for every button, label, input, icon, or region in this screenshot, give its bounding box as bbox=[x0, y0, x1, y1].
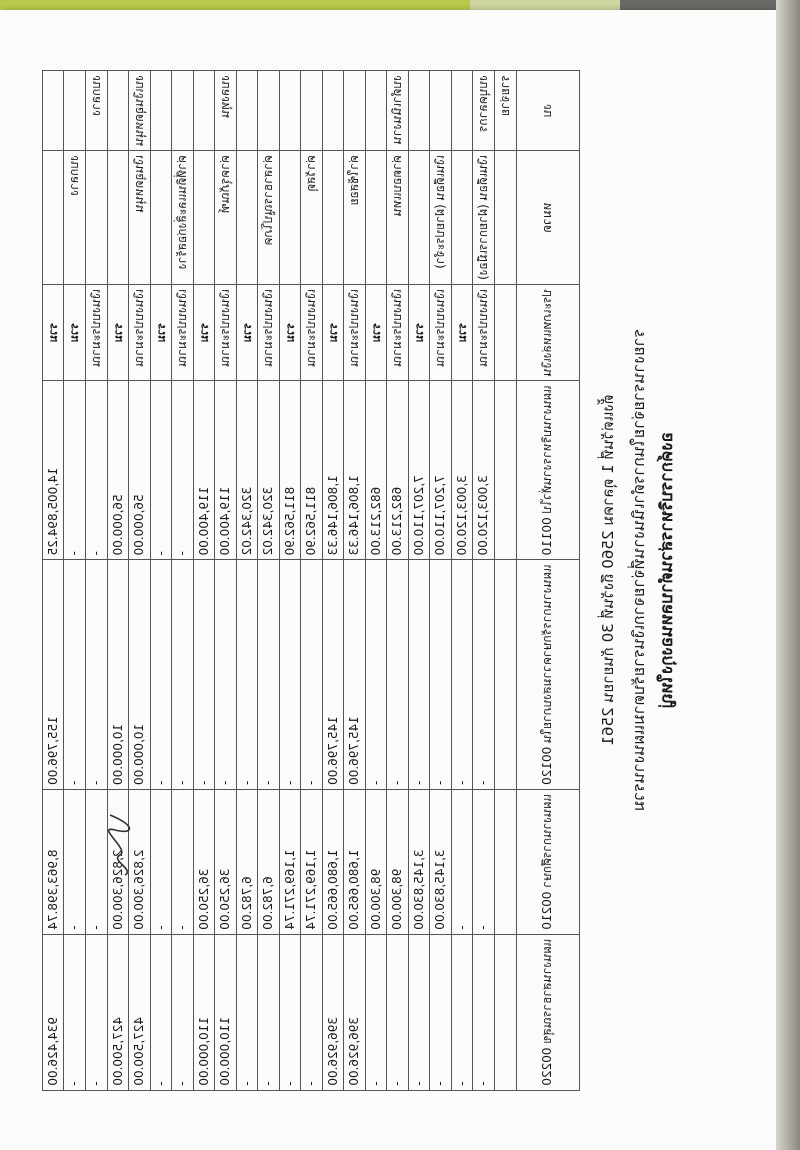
sum-label-cell: รวม bbox=[151, 284, 172, 380]
source-cell: เงินงบประมาณ bbox=[344, 284, 366, 380]
col-header: แผนงานการรักษาความสงบภายใน 00120 bbox=[517, 560, 580, 790]
amount-cell: - bbox=[86, 560, 108, 790]
sum-row bbox=[237, 71, 258, 1091]
report-org: องค์การบริหารส่วนตำบลหนองกุงใหญ่ bbox=[657, 432, 677, 708]
amount-cell: 119,400.00 bbox=[215, 381, 237, 560]
section-label: รายจ่าย bbox=[495, 71, 517, 151]
category-cell bbox=[366, 150, 387, 284]
group-cell bbox=[452, 71, 473, 151]
amount-cell: 56,000.00 bbox=[108, 381, 129, 560]
sum-label-cell: รวม bbox=[366, 284, 387, 380]
category-cell: ค่าวัสดุ bbox=[301, 150, 323, 284]
category-cell bbox=[151, 150, 172, 284]
scan-edge bbox=[776, 0, 800, 1150]
amount-cell: 811,562.90 bbox=[301, 381, 323, 560]
amount-cell: 110,000.00 bbox=[215, 934, 237, 1090]
amount-cell: - bbox=[172, 934, 194, 1090]
amount-cell: - bbox=[258, 560, 280, 790]
rotated-report bbox=[46, 70, 700, 1086]
group-cell bbox=[43, 71, 64, 151]
sum-label-cell: รวม bbox=[452, 284, 473, 380]
amount-cell: - bbox=[64, 789, 86, 934]
group-cell bbox=[366, 71, 387, 151]
source-cell: เงินงบประมาณ bbox=[430, 284, 452, 380]
table-row bbox=[473, 71, 495, 1091]
table-row bbox=[344, 71, 366, 1091]
category-cell: เงินอุดหนุน bbox=[129, 150, 151, 284]
amount-cell: - bbox=[237, 934, 258, 1090]
table-row bbox=[430, 71, 452, 1091]
table-row bbox=[258, 71, 280, 1091]
source-cell: เงินงบประมาณ bbox=[215, 284, 237, 380]
amount-cell: 427,500.00 bbox=[129, 934, 151, 1090]
category-cell bbox=[194, 150, 215, 284]
category-cell bbox=[237, 150, 258, 284]
table-row bbox=[172, 71, 194, 1091]
section-row bbox=[495, 71, 517, 1091]
table-row bbox=[129, 71, 151, 1091]
amount-cell: - bbox=[215, 560, 237, 790]
amount-cell: 119,400.00 bbox=[194, 381, 215, 560]
group-cell: งบเงินอุดหนุน bbox=[129, 71, 151, 151]
amount-cell: - bbox=[151, 381, 172, 560]
amount-cell: 145,796.00 bbox=[344, 560, 366, 790]
source-cell: เงินงบประมาณ bbox=[258, 284, 280, 380]
amount-cell: - bbox=[64, 381, 86, 560]
amount-cell: - bbox=[194, 560, 215, 790]
report-title: รายงานรายจ่ายในการดำเนินงานที่จ่ายจากเงินรายรับตามแผนงานรวม bbox=[629, 328, 648, 812]
source-cell: เงินงบประมาณ bbox=[172, 284, 194, 380]
amount-cell: - bbox=[280, 934, 301, 1090]
sum-label-cell: รวม bbox=[64, 284, 86, 380]
sum-label-cell: รวม bbox=[108, 284, 129, 380]
amount-cell: 1,806,146.33 bbox=[344, 381, 366, 560]
category-cell: งบกลาง bbox=[64, 150, 86, 284]
col-header: งบ bbox=[517, 71, 580, 151]
table-row bbox=[301, 71, 323, 1091]
amount-cell: 1,680,665.00 bbox=[344, 789, 366, 934]
group-cell bbox=[258, 71, 280, 151]
sum-row bbox=[194, 71, 215, 1091]
amount-cell: 1,680,665.00 bbox=[323, 789, 344, 934]
amount-cell: - bbox=[452, 789, 473, 934]
source-cell: เงินงบประมาณ bbox=[129, 284, 151, 380]
source-cell: เงินงบประมาณ bbox=[301, 284, 323, 380]
sum-row bbox=[366, 71, 387, 1091]
amount-cell: - bbox=[409, 560, 430, 790]
category-cell: ค่าตอบแทน bbox=[387, 150, 409, 284]
col-header: หมวด bbox=[517, 150, 580, 284]
amount-cell: 7,207,110.00 bbox=[409, 381, 430, 560]
amount-cell: 934,426.00 bbox=[43, 934, 64, 1090]
category-cell bbox=[86, 150, 108, 284]
source-cell: เงินงบประมาณ bbox=[86, 284, 108, 380]
amount-cell: - bbox=[452, 934, 473, 1090]
amount-cell: 682,213.00 bbox=[387, 381, 409, 560]
col-header: แผนงานการศึกษา 00210 bbox=[517, 789, 580, 934]
amount-cell: - bbox=[172, 560, 194, 790]
amount-cell: - bbox=[172, 789, 194, 934]
category-cell: ค่าครุภัณฑ์ bbox=[215, 150, 237, 284]
amount-cell: 6,782.00 bbox=[258, 789, 280, 934]
amount-cell: 110,000.00 bbox=[194, 934, 215, 1090]
amount-cell: 2,826,300.00 bbox=[108, 789, 129, 934]
group-cell: งบลงทุน bbox=[215, 71, 237, 151]
amount-cell: 396,926.00 bbox=[323, 934, 344, 1090]
amount-cell: - bbox=[387, 934, 409, 1090]
amount-cell: 3,145,830.00 bbox=[409, 789, 430, 934]
amount-cell: - bbox=[387, 560, 409, 790]
amount-cell: 682,213.00 bbox=[366, 381, 387, 560]
signature-mark bbox=[100, 810, 140, 880]
sum-row bbox=[280, 71, 301, 1091]
sum-row bbox=[452, 71, 473, 1091]
amount-cell: - bbox=[64, 560, 86, 790]
category-cell bbox=[108, 150, 129, 284]
group-cell bbox=[430, 71, 452, 151]
amount-cell: 10,000.00 bbox=[129, 560, 151, 790]
category-cell bbox=[323, 150, 344, 284]
group-cell bbox=[151, 71, 172, 151]
category-cell: เงินเดือน (ฝ่ายประจำ) bbox=[430, 150, 452, 284]
group-cell bbox=[237, 71, 258, 151]
amount-cell: - bbox=[151, 789, 172, 934]
category-cell bbox=[452, 150, 473, 284]
table-row bbox=[86, 71, 108, 1091]
amount-cell: 2,826,300.00 bbox=[129, 789, 151, 934]
amount-cell: 8,963,398.74 bbox=[43, 789, 64, 934]
group-cell bbox=[323, 71, 344, 151]
amount-cell: 427,500.00 bbox=[108, 934, 129, 1090]
amount-cell: 98,300.00 bbox=[387, 789, 409, 934]
report-period: ตั้งแต่วันที่ 1 ตุลาคม 2560 ถึงวันที่ 30 กันยายน 2561 bbox=[599, 394, 617, 746]
sum-label-cell: รวม bbox=[194, 284, 215, 380]
category-cell: ค่าสาธารณูปโภค bbox=[258, 150, 280, 284]
col-header: แผนงานสาธารณสุข 00220 bbox=[517, 934, 580, 1090]
amount-cell: 36,250.00 bbox=[194, 789, 215, 934]
group-cell bbox=[64, 71, 86, 151]
group-cell bbox=[301, 71, 323, 151]
amount-cell: 10,000.00 bbox=[108, 560, 129, 790]
amount-cell: - bbox=[172, 381, 194, 560]
col-header: ประเภทแหล่งเงิน bbox=[517, 284, 580, 380]
amount-cell: 1,169,271.74 bbox=[301, 789, 323, 934]
amount-cell: - bbox=[430, 934, 452, 1090]
document-page bbox=[0, 10, 776, 1150]
amount-cell: 1,806,146.33 bbox=[323, 381, 344, 560]
sum-label-cell: รวม bbox=[323, 284, 344, 380]
category-cell: เงินเดือน (ฝ่ายการเมือง) bbox=[473, 150, 495, 284]
category-cell bbox=[409, 150, 430, 284]
sum-label-cell: รวม bbox=[280, 284, 301, 380]
group-cell bbox=[280, 71, 301, 151]
sum-label-cell: รวม bbox=[237, 284, 258, 380]
amount-cell: - bbox=[452, 560, 473, 790]
amount-cell: 320,342.02 bbox=[258, 381, 280, 560]
amount-cell: - bbox=[237, 560, 258, 790]
table-header-row bbox=[517, 71, 580, 1091]
group-cell: งบดำเนินงาน bbox=[387, 71, 409, 151]
amount-cell: - bbox=[258, 934, 280, 1090]
group-cell: งบบุคลากร bbox=[473, 71, 495, 151]
amount-cell: - bbox=[473, 934, 495, 1090]
amount-cell: - bbox=[473, 789, 495, 934]
table-row bbox=[387, 71, 409, 1091]
amount-cell: - bbox=[366, 560, 387, 790]
sum-row bbox=[409, 71, 430, 1091]
amount-cell: 14,005,894.25 bbox=[43, 381, 64, 560]
amount-cell: - bbox=[86, 381, 108, 560]
group-cell bbox=[108, 71, 129, 151]
amount-cell: - bbox=[151, 934, 172, 1090]
amount-cell: - bbox=[366, 934, 387, 1090]
amount-cell: - bbox=[86, 934, 108, 1090]
amount-cell: 320,342.02 bbox=[237, 381, 258, 560]
group-cell bbox=[344, 71, 366, 151]
amount-cell: - bbox=[64, 934, 86, 1090]
amount-cell: 811,562.90 bbox=[280, 381, 301, 560]
amount-cell: 3,003,120.00 bbox=[452, 381, 473, 560]
amount-cell: 145,796.00 bbox=[323, 560, 344, 790]
sum-label-cell: รวม bbox=[409, 284, 430, 380]
group-cell: งบกลาง bbox=[86, 71, 108, 151]
amount-cell: - bbox=[301, 934, 323, 1090]
category-cell bbox=[280, 150, 301, 284]
source-cell: เงินงบประมาณ bbox=[473, 284, 495, 380]
group-cell bbox=[409, 71, 430, 151]
sum-label-cell: รวม bbox=[43, 284, 64, 380]
category-cell bbox=[43, 150, 64, 284]
sum-row bbox=[108, 71, 129, 1091]
amount-cell: 98,300.00 bbox=[366, 789, 387, 934]
amount-cell: 3,145,830.00 bbox=[430, 789, 452, 934]
amount-cell: - bbox=[409, 934, 430, 1090]
amount-cell: 1,169,271.74 bbox=[280, 789, 301, 934]
table-row bbox=[215, 71, 237, 1091]
sum-row bbox=[43, 71, 64, 1091]
amount-cell: 6,782.00 bbox=[237, 789, 258, 934]
sum-row bbox=[151, 71, 172, 1091]
amount-cell: 7,207,110.00 bbox=[430, 381, 452, 560]
amount-cell: 3,003,120.00 bbox=[473, 381, 495, 560]
category-cell: ค่าที่ดินและสิ่งก่อสร้าง bbox=[172, 150, 194, 284]
sum-row bbox=[323, 71, 344, 1091]
amount-cell: - bbox=[473, 560, 495, 790]
amount-cell: - bbox=[301, 560, 323, 790]
amount-cell: - bbox=[280, 560, 301, 790]
category-cell: ค่าใช้สอย bbox=[344, 150, 366, 284]
col-header: แผนงานบริหารงานทั่วไป 00110 bbox=[517, 381, 580, 560]
expense-table bbox=[42, 70, 580, 1091]
amount-cell: - bbox=[430, 560, 452, 790]
group-cell bbox=[194, 71, 215, 151]
amount-cell: 56,000.00 bbox=[129, 381, 151, 560]
source-cell: เงินงบประมาณ bbox=[387, 284, 409, 380]
group-cell bbox=[172, 71, 194, 151]
amount-cell: 155,796.00 bbox=[43, 560, 64, 790]
sum-row bbox=[64, 71, 86, 1091]
amount-cell: - bbox=[86, 789, 108, 934]
amount-cell: 36,250.00 bbox=[215, 789, 237, 934]
amount-cell: - bbox=[151, 560, 172, 790]
amount-cell: 396,926.00 bbox=[344, 934, 366, 1090]
